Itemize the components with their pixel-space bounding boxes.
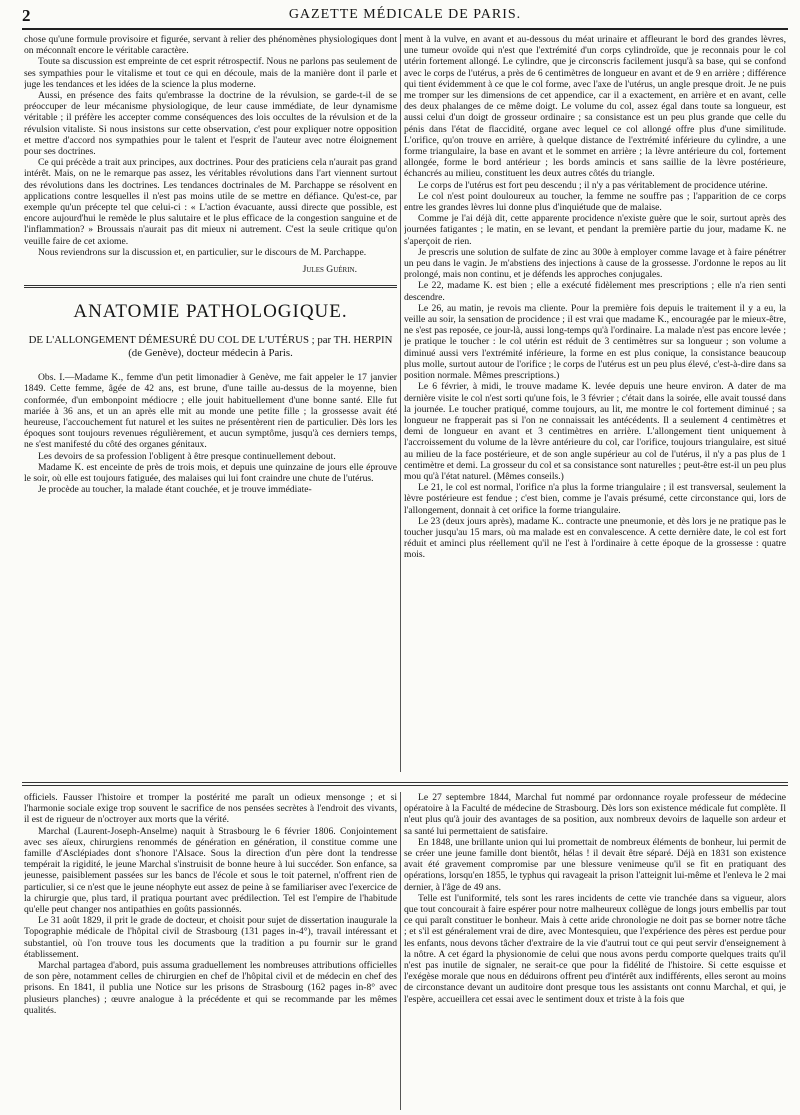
paragraph: Marchal (Laurent-Joseph-Anselme) naquit à Strasbourg le 6 février 1806. Conjointement avec ses aïeux, chirurgiens renommés de génération en génération, il constitue comme une famille d'Asclépiades dont s'honore l'Alsace. Sous la direction d'un père dont la tendresse tempérait la rigidité, le jeune Marchal s'instruisit de bonne heure à lui succéder. Son enfance, sa jeunesse, paisiblement passées sur les bancs de l'école et sous le toit paternel, n'offrent rien de particulier, si ce n'est que le jeune néophyte eut assez de peine à se familiariser avec l'exercice de la chirurgie que, plus tard, il pratiqua pourtant avec prédilection. Tel est l'empire de l'habitude qu'elle peut changer nos antipathies en goûts passionnés. [24, 825, 397, 916]
paragraph: Les devoirs de sa profession l'obligent à être presque continuellement debout. [38, 450, 336, 462]
column-divider [400, 792, 401, 1110]
paragraph: Obs. I.—Madame K., femme d'un petit limonadier à Genève, me fait appeler le 17 janvier 1849. Cette femme, âgée de 42 ans, est brune, d'une taille au-dessus de la moyenne, bien conformée, d'un embonpoint médiocre ; elle jouit habituellement d'une bonne santé. Elle fut mariée à 36 ans, et un an après elle mit au monde une petite fille ; la grossesse avait été heureuse, l'accouchement fut naturel et les suites ne présentèrent rien de particulier. Dès lors les époques sont toujours revenues régulièrement, et aucun symptôme, jusqu'à ces derniers temps, ne s'est manifesté du côté des organes génitaux. [24, 372, 397, 451]
paragraph: Le 26, au matin, je revois ma cliente. Pour la première fois depuis le traitement il y a eu, la veille au soir, la sensation de procidence ; il est vrai que madame K., encouragée par le mieux-être, ne s'est pas reposée, ce jour-là, aussi long-temps qu'à l'ordinaire. La malade n'est pas encore levée ; je pratique le toucher : le col utérin est réduit de 3 centimètres sur sa longueur ; son volume a diminué aussi vers l'extrémité inférieure, la forme en est plus conique, la consistance beaucoup plus molle, surtout autour de l'orifice ; le corps de l'utérus est un peu plus élevé, c'est-à-dire dans sa position normale. Mêmes prescriptions.) [404, 302, 786, 382]
paragraph: Comme je l'ai déjà dit, cette apparente procidence n'existe guère que le soir, surtout après des journées fatigantes ; le matin, en se levant, et pendant la première partie du jour, madame K. ne s'aperçoit de rien. [404, 213, 786, 247]
paragraph: Le 22, madame K. est bien ; elle a exécuté fidèlement mes prescriptions ; elle n'a rien senti descendre. [404, 280, 786, 303]
paragraph: Le corps de l'utérus est fort peu descendu ; il n'y a pas véritablement de procidence utérine. [418, 179, 768, 191]
paragraph: Marchal partagea d'abord, puis assuma graduellement les nombreuses attributions officielles de son père, notamment celles de chirurgien en chef de l'hôpital civil et de médecin en chef des prisons. En 1841, il publia une Notice sur les prisons de Strasbourg (162 pages in-8° avec plusieurs planches) ; œuvre analogue à la précédente et qui se recommande par les mêmes qualités. [24, 960, 397, 1016]
paragraph: Le 27 septembre 1844, Marchal fut nommé par ordonnance royale professeur de médecine opératoire à la Faculté de médecine de Strasbourg. Dès lors son existence médicale fut complète. Il n'eut plus qu'à jouir des avantages de sa position, aux nombreux devoirs de laquelle son ardeur et sa santé lui permettaient de satisfaire. [404, 792, 786, 837]
author-signature: Jules Guérin. [302, 264, 357, 276]
paragraph: chose qu'une formule provisoire et figurée, servant à relier des phénomènes physiologiques dont on méconnaît encore le véritable caractère. [24, 34, 397, 57]
paragraph: Ce qui précède a trait aux principes, aux doctrines. Pour des praticiens cela n'aurait pas grand intérêt. Mais, on ne le remarque pas assez, les véritables révolutions dans l'art viennent surtout des révolutions dans les doctrines. Les tendances doctrinales de M. Parchappe se résolvent en applications contre lesquelles il n'est pas moins utile de se mettre en défiance. Qu'est-ce, par exemple qu'un précepte tel que celui-ci : « L'action évacuante, aussi directe que possible, est encore aujourd'hui le remède le plus salutaire et le plus efficace de la congestion sanguine et de l'inflammation? » Broussais n'aurait pas dit mieux ni autrement. C'est la seule critique qu'on veuille faire de cet axiome. [24, 157, 397, 247]
paragraph: Toute sa discussion est empreinte de cet esprit rétrospectif. Nous ne parlons pas seulement de ses sympathies pour le vitalisme et tout ce qui en découle, mais de la manière dont il parle et juge les tendances et les idées de la science la plus moderne. [24, 56, 397, 90]
paragraph: Le 6 février, à midi, le trouve madame K. levée depuis une heure environ. A dater de ma dernière visite le col n'est sorti qu'une fois, le 3 février ; c'était dans la soirée, elle avait toussé dans la journée. Le toucher pratiqué, comme toujours, au lit, me montre le col fortement diminué ; sa longueur ne frapperait pas si l'on ne connaissait les antécédents. Il a seulement 4 centimètres et demi de longueur en avant et 3 centimètres en arrière. L'allongement tient uniquement à l'accroissement du volume de la lèvre antérieure du col, car l'orifice, toujours triangulaire, est situé au milieu de la face postérieure, et de son angle supérieur au col de l'utérus, il n'y a pas plus de 1 centimètre et demi. La grosseur du col et sa consistance sont naturelles ; peut-être est-il un peu plus mou qu'à l'état naturel. (Mêmes conseils.) [404, 381, 786, 482]
paragraph: Le 21, le col est normal, l'orifice n'a plus la forme triangulaire ; il est transversal, seulement la lèvre postérieure est fendue ; c'est bien, comme je l'avais présumé, cette circonstance qui, lors de l'allongement, donnait à cet orifice la forme triangulaire. [404, 482, 786, 516]
paragraph: Aussi, en présence des faits qu'embrasse la doctrine de la révulsion, se garde-t-il de se préoccuper de leur mécanisme physiologique, de leur cause immédiate, de leur dynamisme véritable ; il préfère les accepter comme conséquences des lois occultes de la révulsion et de la révulsion vitaliste. Si nous insistons sur cette observation, c'est pour expliquer notre opposition et mettre d'accord nos sympathies pour le talent et l'esprit de l'auteur avec notre éloignement pour ses doctrines. [24, 90, 397, 158]
paragraph: Je procède au toucher, la malade étant couchée, et je trouve immédiate- [38, 484, 312, 496]
paragraph: Le col n'est point douloureux au toucher, la femme ne souffre pas ; l'apparition de ce corps entre les grandes lèvres lui donne plus d'inquiétude que de malaise. [404, 190, 786, 214]
column-divider [400, 34, 401, 772]
section-separator [24, 285, 397, 288]
bottom-right-column [404, 792, 786, 1110]
paragraph: Le 23 (deux jours après), madame K.. contracte une pneumonie, et dès lors je ne pratique pas le toucher jusqu'au 15 mars, où ma malade est en convalescence. A cette dernière date, le col est fort réduit et aminci plus réellement qu'il ne l'est à l'ordinaire à cette époque de la grossesse : quatre mois. [404, 515, 786, 561]
paragraph: officiels. Fausser l'histoire et tromper la postérité me paraît un odieux mensonge ; et si l'harmonie sociale exige trop souvent le sacrifice de nos pensées secrètes à l'endroit des vivants, il est de rigueur de n'octroyer aux morts que la vérité. [24, 792, 397, 826]
paragraph: Le 31 août 1829, il prit le grade de docteur, et choisit pour sujet de dissertation inaugurale la Topographie médicale de l'hôpital civil de Strasbourg (131 pages in-4°), travail intéressant et substantiel, où l'on trouve tous les documents que la tradition a pu fournir sur le grand établissement. [24, 915, 397, 960]
paragraph: Madame K. est enceinte de près de trois mois, et depuis une quinzaine de jours elle éprouve le soir, où elle est toujours fatiguée, des malaises qui lui font craindre une chute de l'utérus. [24, 461, 397, 485]
paragraph: En 1848, une brillante union qui lui promettait de nombreux éléments de bonheur, lui permit de se créer une jeune famille dont bientôt, hélas ! il devait être séparé. Déjà en 1831 son existence avait été gravement compromise par une blessure venimeuse qu'il se fit en pratiquant des opérations, lorsqu'en 1855, le typhus qui ravageait la prison l'atteignit lui-même et l'enleva le 2 mai dernier, à l'âge de 49 ans. [404, 836, 786, 893]
horizontal-rule [22, 782, 788, 786]
paragraph: Je prescris une solution de sulfate de zinc au 300e à employer comme lavage et à faire pénétrer un peu dans le vagin. Je m'abstiens des injections à cause de la grossesse. J'ordonne le repos au lit prolongé, mais non continu, et je défends les approches conjugales. [404, 246, 786, 281]
section-title: ANATOMIE PATHOLOGIQUE. [73, 301, 348, 323]
bottom-left-column [24, 792, 397, 1110]
journal-title: GAZETTE MÉDICALE DE PARIS. [288, 7, 522, 22]
article-title: DE L'ALLONGEMENT DÉMESURÉ DU COL DE L'UTÉRUS ; par TH. HERPIN (de Genève), docteur médecin à Paris. [28, 334, 393, 360]
paragraph: Nous reviendrons sur la discussion et, en particulier, sur le discours de M. Parchappe. [38, 246, 367, 258]
paragraph: ment à la vulve, en avant et au-dessous du méat urinaire et affleurant le bord des grandes lèvres, une tumeur ovoïde qui n'est que l'extrémité d'un corps cylindroïde, que je reconnais pour le col utérin fortement allongé. Le cylindre, que je circonscris facilement jusqu'à sa base, qui se confond avec le corps de l'utérus, a près de 6 centimètres de longueur en avant et de 9 en arrière ; différence qui tient évidemment à ce que le col forme, avec l'axe de l'utérus, un angle presque droit. Je ne puis me tromper sur les dimensions de cet appendice, car il a exactement, en arrière et en avant, celle des deux phalanges de ce même doigt. Le volume du col, assez égal dans toute sa longueur, est aussi celui d'un doigt de grosseur ordinaire ; sa consistance est un peu plus grande que celle du pénis dans l'état de flaccidité, organe avec lequel ce col allongé offre plus d'une similitude. L'orifice, qu'on trouve en arrière, à quelque distance de l'extrémité inférieure du cylindre, a une forme triangulaire, la base en avant et le sommet en arrière ; la lèvre antérieure du col, fortement allongée, forme le bord antérieur ; les bords amincis et sans saillie de la lèvre postérieure, échancrés au milieu, constituent les deux autres côtés du triangle. [404, 34, 786, 180]
paragraph: Telle est l'uniformité, tels sont les rares incidents de cette vie tranchée dans sa vigueur, alors que tout concourait à faire espérer pour notre malheureux collègue de longs jours embellis par tout ce qui paraît constituer le bonheur. Mais à cette aride chronologie ne doit pas se borner notre tâche ; et s'il est généralement vrai de dire, avec Montesquieu, que l'expérience des pères est perdue pour les enfants, nous devons tâcher d'extraire de la vie d'autrui tout ce qui peut servir d'enseignement à la nôtre. A cet égard la physionomie de celui que nous avons perdu comporte quelques traits qu'il n'est pas inutile de signaler, ne serait-ce que pour la fidélité de l'histoire. Si cette esquisse et l'exégèse morale que nous en déduirons offrent peu d'intérêt aux indifférents, elles seront au moins de circonstance devant un auditoire dont presque tous les assistants ont connu Marchal, et qui, je l'espère, accueillera cet essai avec le sentiment doux et triste à la fois que [404, 892, 786, 1005]
page-header [22, 6, 788, 30]
top-right-column [404, 34, 786, 774]
page-number: 2 [22, 6, 31, 25]
top-left-column [24, 34, 397, 774]
